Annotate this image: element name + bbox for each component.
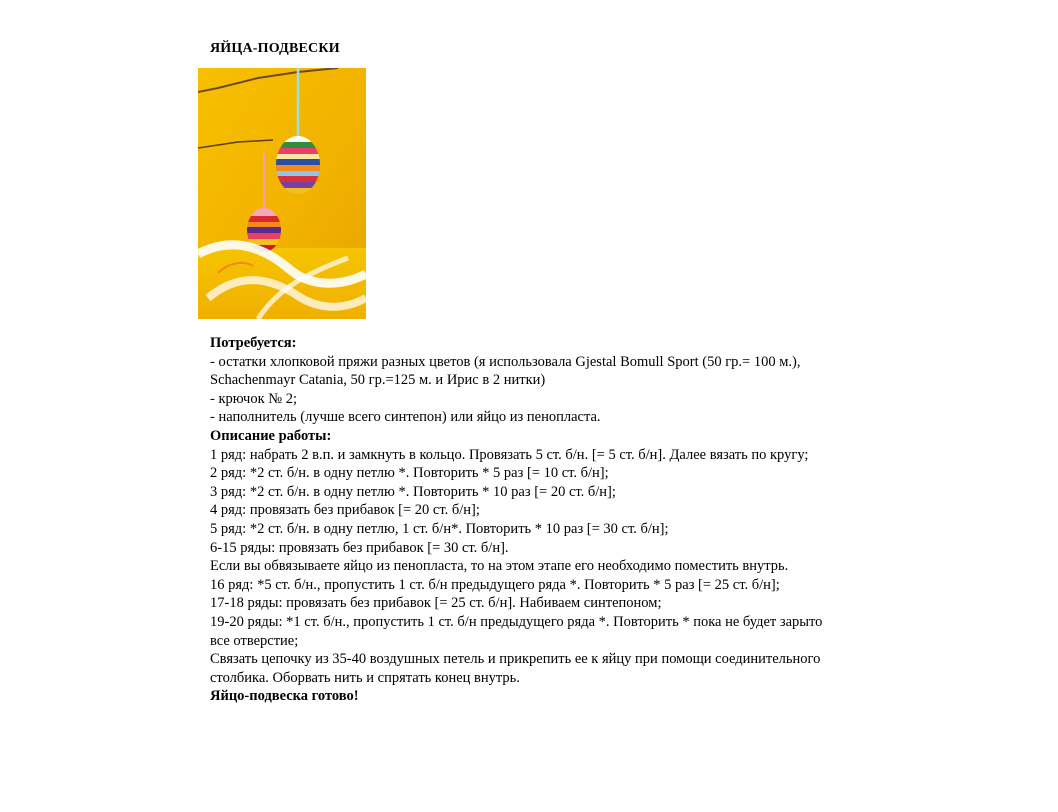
- materials-heading: Потребуется:: [210, 335, 297, 351]
- content: [210, 334, 835, 706]
- materials-item: - крючок № 2;: [210, 390, 297, 407]
- instruction-step: 6-15 ряды: провязать без прибавок [= 30 ст. б/н].: [210, 539, 509, 556]
- instruction-step: 2 ряд: *2 ст. б/н. в одну петлю *. Повторить * 5 раз [= 10 ст. б/н];: [210, 465, 609, 482]
- instruction-step: 5 ряд: *2 ст. б/н. в одну петлю, 1 ст. б/н*. Повторить * 10 раз [= 30 ст. б/н];: [210, 520, 669, 537]
- instruction-step: Если вы обвязываете яйцо из пенопласта, то на этом этапе его необходимо поместить внутрь.: [210, 558, 789, 575]
- page-title: ЯЙЦА-ПОДВЕСКИ: [210, 41, 340, 56]
- closing-line: Яйцо-подвеска готово!: [210, 688, 359, 705]
- document: [210, 40, 835, 68]
- instruction-step: 16 ряд: *5 ст. б/н., пропустить 1 ст. б/н предыдущего ряда *. Повторить * 5 раз [= 25 ст. б/н];: [210, 576, 780, 593]
- instruction-step: Связать цепочку из 35-40 воздушных петель и прикрепить ее к яйцу при помощи соединительного столбика. Оборвать нить и спрятать конец внутрь.: [210, 651, 821, 686]
- instructions-heading: Описание работы:: [210, 427, 332, 444]
- materials-item: - остатки хлопковой пряжи разных цветов (я использовала Gjestal Bomull Sport (50 гр.= 100 м.), Schachenmayr Catania, 50 гр.=125 м. и Ирис в 2 нитки): [210, 353, 801, 389]
- instruction-step: 19-20 ряды: *1 ст. б/н., пропустить 1 ст. б/н предыдущего ряда *. Повторить * пока не будет зарыто все отверстие;: [210, 613, 823, 649]
- instruction-step: 4 ряд: провязать без прибавок [= 20 ст. б/н];: [210, 502, 480, 519]
- instruction-step: 17-18 ряды: провязать без прибавок [= 25 ст. б/н]. Набиваем синтепоном;: [210, 595, 662, 612]
- crocheted-easter-eggs-photo: [198, 68, 366, 319]
- instruction-step: 3 ряд: *2 ст. б/н. в одну петлю *. Повторить * 10 раз [= 20 ст. б/н];: [210, 483, 616, 500]
- instruction-step: 1 ряд: набрать 2 в.п. и замкнуть в кольцо. Провязать 5 ст. б/н. [= 5 ст. б/н]. Далее вязать по кругу;: [210, 446, 809, 463]
- materials-item: - наполнитель (лучше всего синтепон) или яйцо из пенопласта.: [210, 409, 601, 426]
